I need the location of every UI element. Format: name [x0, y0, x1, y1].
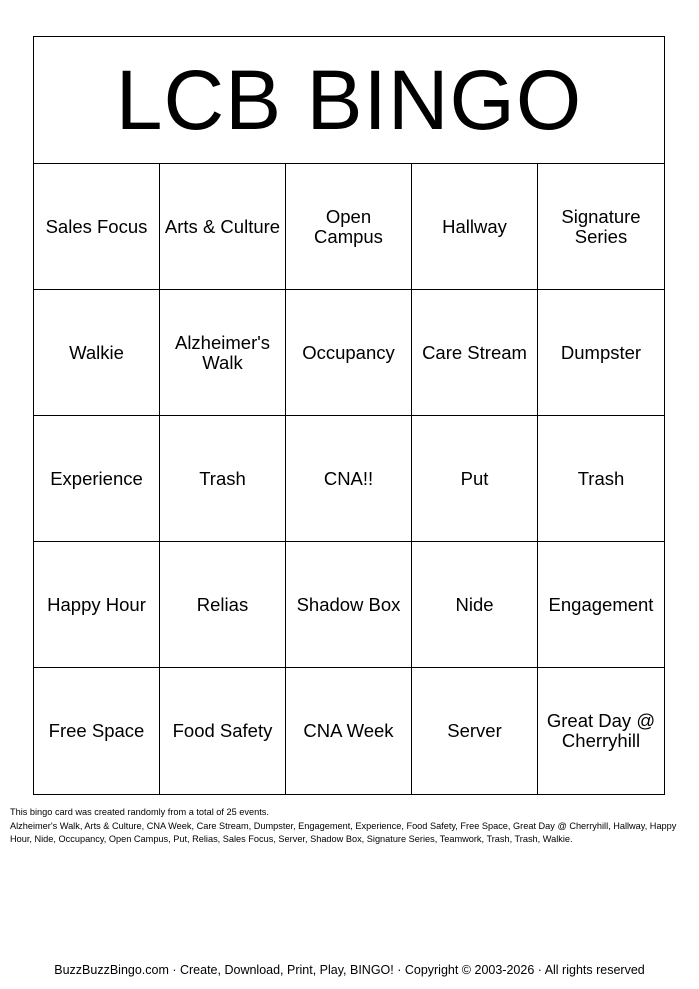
cell-label: Nide	[455, 593, 494, 615]
bingo-cell	[538, 164, 664, 290]
bingo-cell	[286, 416, 412, 542]
cell-label: Shadow Box	[296, 593, 401, 615]
bingo-cell	[160, 668, 286, 794]
cell-label: Dumpster	[560, 341, 642, 363]
cell-label: Signature Series	[561, 205, 641, 247]
bingo-cell	[160, 542, 286, 668]
cell-label: Trash	[199, 467, 246, 489]
cell-label: CNA!!	[323, 467, 374, 489]
cell-label: Open Campus	[314, 205, 383, 247]
bingo-cell	[160, 164, 286, 290]
bingo-cell	[160, 416, 286, 542]
cell-label: Server	[447, 720, 502, 741]
cell-label: Sales Focus	[45, 215, 148, 237]
bingo-cell	[34, 542, 160, 668]
cell-label: Trash	[577, 467, 625, 489]
cell-label: Walkie	[69, 341, 124, 363]
bingo-cell	[286, 164, 412, 290]
note-intro: This bingo card was created randomly from a total of 25 events.	[10, 807, 269, 817]
cell-label: Alzheimer's Walk	[174, 331, 271, 373]
bingo-cell	[538, 542, 664, 668]
bingo-cell	[286, 542, 412, 668]
cell-label: Food Safety	[172, 720, 273, 741]
cell-label: Great Day @ Cherryhill	[546, 710, 656, 751]
bingo-cell	[412, 164, 538, 290]
footer-copyright: BuzzBuzzBingo.com · Create, Download, Print, Play, BINGO! · Copyright © 2003-2026 · All rights reserved	[54, 963, 645, 977]
cell-label: Occupancy	[302, 341, 395, 363]
bingo-cell	[412, 668, 538, 794]
cell-label: Care Stream	[422, 341, 527, 363]
cell-label: Experience	[50, 467, 143, 489]
bingo-cell	[538, 290, 664, 416]
bingo-cell	[34, 416, 160, 542]
bingo-cell	[286, 290, 412, 416]
bingo-cell	[286, 668, 412, 794]
note-events: Alzheimer's Walk, Arts & Culture, CNA Week, Care Stream, Dumpster, Engagement, Experience, Food Safety, Free Space, Great Day @ Cherryhill, Hallway, Happy Hour, Nide, Occupancy, Open Campus, Put, Relias, Sales Focus, Server, Shadow Box, Signature Series, Teamwork, Trash, Trash, Walkie.	[10, 820, 677, 844]
cell-label: Free Space	[48, 720, 145, 741]
bingo-cell	[160, 290, 286, 416]
cell-label: Hallway	[442, 215, 507, 237]
bingo-card	[33, 36, 665, 795]
card-note	[10, 806, 690, 847]
bingo-cell	[412, 542, 538, 668]
bingo-cell	[412, 290, 538, 416]
card-title: LCB BINGO	[34, 37, 664, 164]
cell-label: Put	[460, 467, 489, 489]
bingo-grid	[34, 164, 664, 794]
bingo-cell	[538, 416, 664, 542]
bingo-cell	[34, 290, 160, 416]
cell-label: Relias	[196, 593, 249, 615]
cell-label: Happy Hour	[47, 593, 146, 615]
cell-label: Engagement	[548, 593, 654, 615]
cell-label: Arts & Culture	[164, 215, 281, 237]
bingo-cell	[412, 416, 538, 542]
bingo-cell	[34, 164, 160, 290]
bingo-cell	[34, 668, 160, 794]
cell-label: CNA Week	[303, 720, 394, 741]
bingo-cell	[538, 668, 664, 794]
